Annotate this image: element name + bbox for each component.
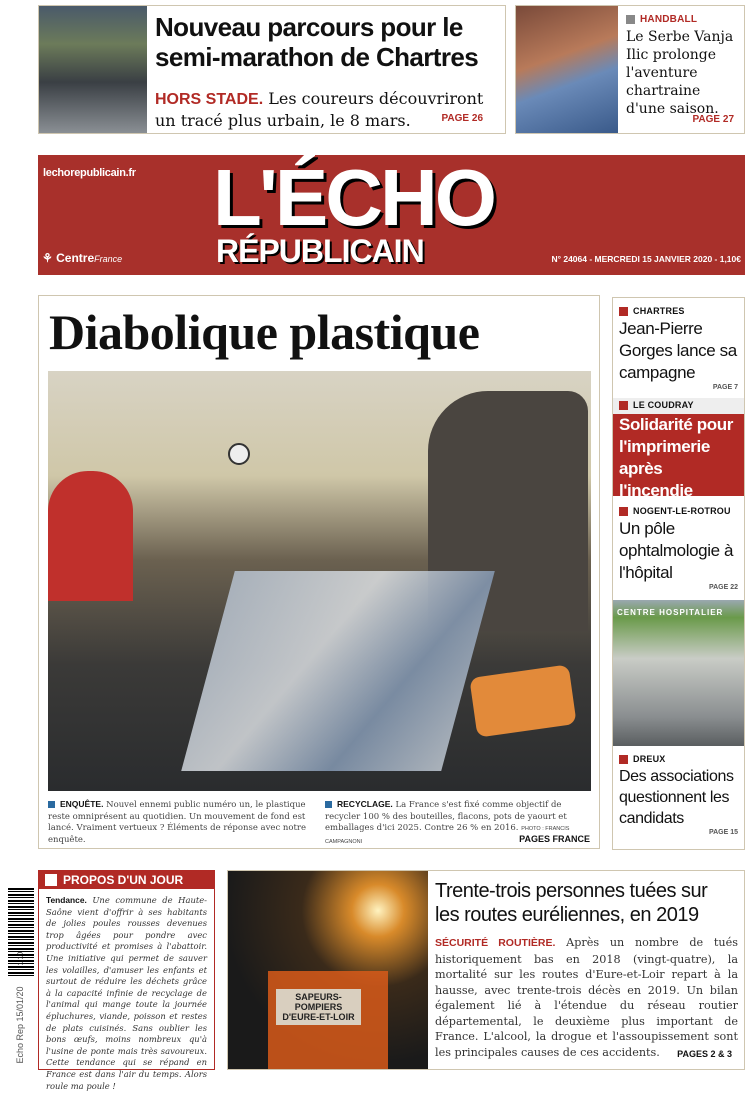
sidebar-item-le-coudray[interactable]: Solidarité pour l'imprimerie après l'incendie PAGE 4: [613, 414, 744, 496]
propos-box[interactable]: [38, 870, 215, 1091]
recycling-photo: [48, 371, 591, 791]
hospital-photo: CENTRE HOSPITALIER: [613, 600, 744, 746]
handball-photo: [516, 6, 618, 133]
sidebar-item-dreux[interactable]: DREUX Des associations questionnent les candidats PAGE 15: [619, 754, 738, 837]
masthead[interactable]: [38, 155, 745, 275]
handball-text: Le Serbe Vanja Ilic prolonge l'aventure chartraine d'une saison.: [626, 29, 734, 117]
masthead-title: L'ÉCHO: [213, 153, 495, 242]
teaser-kicker: HORS STADE.: [155, 91, 264, 108]
handball-kicker: HANDBALL: [626, 14, 741, 25]
teaser-headline: Nouveau parcours pour le semi-marathon de Chartres: [155, 12, 479, 72]
firefighters-photo: SAPEURS-POMPIERS D'EURE-ET-LOIR: [228, 871, 428, 1069]
sidebar: CHARTRES Jean-Pierre Gorges lance sa campagne PAGE 7 LE COUDRAY Solidarité pour l'imprimerie après l'incendie PAGE 4 NOGENT-LE-ROTROU Un pôle ophtalmologie à l'hôpital PAGE 22 CENTRE HOSPITALIER DREUX Des associations questionnent les candidats PAGE 15: [612, 297, 745, 850]
main-headline: Diabolique plastique: [49, 304, 480, 360]
orange-bag: [469, 664, 576, 737]
teaser-text: [155, 88, 500, 131]
website-link[interactable]: lechorepublicain.fr: [43, 167, 136, 179]
sidebar-item-chartres[interactable]: CHARTRES Jean-Pierre Gorges lance sa campagne PAGE 7: [619, 306, 738, 392]
caption-left: ENQUÊTE. Nouvel ennemi public numéro un, le plastique reste omniprésent au quotidien. Un mouvement de fond est lancé. Vraiment vertueux ? Éléments de réponse avec notre enquête.: [48, 799, 307, 845]
logo-icon: ⚘: [42, 251, 53, 265]
bottom-text: SÉCURITÉ ROUTIÈRE. Après un nombre de tués historiquement bas en 2018 (vingt-quatre), la mortalité sur les routes d'Eure-et-Loir repart à la hausse, avec trente-trois décès en 2019. Un bilan également lié à l'étendue du réseau routier départemental, le deuxième plus important de France. L'alcool, la drogue et l'assoupissement sont les principales causes de ces accidents.: [435, 936, 738, 1059]
issue-info: N° 24064 - MERCREDI 15 JANVIER 2020 - 1,10€: [551, 254, 741, 264]
clock-icon: [228, 443, 250, 465]
teaser-body: Les coureurs découvriront un tracé plus urbain, le 8 mars.: [155, 89, 484, 130]
propos-title: PROPOS D'UN JOUR: [39, 871, 214, 889]
main-story[interactable]: [38, 295, 600, 849]
plastic-bottles: [181, 571, 495, 771]
teaser-semi-marathon[interactable]: [38, 5, 506, 134]
photo-credit: PHOTO : FRANCIS CAMPAGNONI: [325, 826, 570, 845]
caption-right: RECYCLAGE. La France s'est fixé comme objectif de recycler 100 % des bouteilles, flacons, pots de yaourt et emballages d'ici 2025. Contre 26 % en 2016. PHOTO : FRANCIS CAMPAGNONI: [325, 799, 570, 845]
worker: [48, 471, 133, 601]
road-safety-story[interactable]: [227, 870, 745, 1070]
masthead-subtitle: RÉPUBLICAIN: [216, 233, 424, 269]
propos-text: Tendance. Une commune de Haute-Saône vient d'offrir à ses habitants de jolies poules rousses devenues trop âgées pour pondre avec productivité et promises à l'abattoir. Une initiative qui permet de sauver les volailles, d'amuser les enfants et surtout de réduire les déchets grâce à la capacité infinie de recyclage de l'animal qui mange toute la journée épluchures, viande, poisson et restes de plats cuisinés. Sans oublier les bons œufs, moins nombreux qu'à l'usine de ponte mais très savoureux. Cette tendance qui se répand en France est dans l'air du temps. Alors roule ma poule !: [46, 895, 207, 1091]
page-ref: PAGE 26: [441, 113, 483, 124]
runners-photo: [39, 6, 147, 133]
sidebar-item-nogent[interactable]: NOGENT-LE-ROTROU Un pôle ophtalmologie à l'hôpital PAGE 22: [619, 506, 738, 592]
centre-france-logo: ⚘ CentreFrance: [42, 251, 123, 265]
page-ref: PAGES 2 & 3: [677, 1049, 732, 1059]
teaser-handball[interactable]: [515, 5, 745, 134]
page-ref: PAGE 27: [692, 114, 734, 125]
barcode-label: Echo Rep 15/01/20: [15, 986, 25, 1064]
bottom-headline: Trente-trois personnes tuées sur les routes euréliennes, en 2019: [435, 880, 708, 926]
page-ref: PAGES FRANCE: [519, 834, 590, 844]
barcode-price: 1,10: [17, 951, 25, 966]
